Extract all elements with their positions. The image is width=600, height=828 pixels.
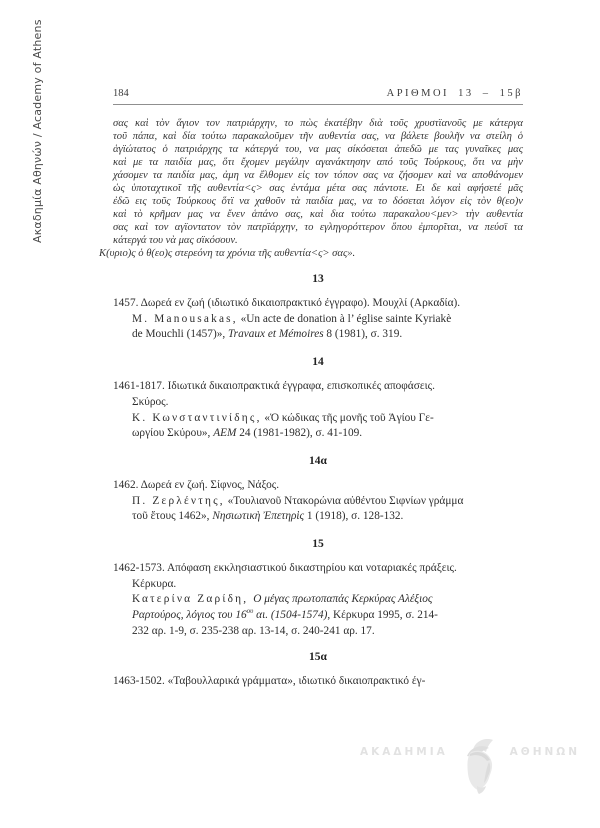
entry-line [113, 327, 523, 343]
header-rule [113, 104, 523, 105]
entry-line [113, 411, 523, 427]
entry-line [113, 395, 523, 411]
entry-line [113, 509, 523, 525]
entry-text: 1457. Δωρεά εν ζωή (ιδιωτικό δικαιοπρακτικό έγγραφο). Μουχλί (Αρκαδία). [113, 297, 461, 309]
book-title: Ραρτούρος, λόγιος του 16 [132, 609, 247, 622]
manuscript-line: χάσομεν τα παιδία μας, ἀμη να ἔλθομεν εἰς τον τόπον σας να ζήσομεν καὶ να αποθάνομεν [113, 170, 523, 181]
entry-text: Κέρκυρα. [132, 577, 177, 590]
page-number: 184 [113, 88, 129, 99]
manuscript-line: ὡς ὑποταχτικοῖ τῆς αυθεντία<ς> σας ἐντάμα μέτα σας πάντοτε. Ει δε καὶ αφήσετέ μᾶς [113, 183, 523, 194]
manuscript-line: Κ(υριο)ς ὁ θ(εο)ς στερεόνη τα χρόνια τῆς αυθεντία<ς> σας». [99, 248, 356, 259]
section-heading-14: 14 [312, 356, 324, 369]
manuscript-line: τοῦ πάπα, καὶ δία τούτω παρακαλοῦμεν τῆν αυθεντία σας, να βάλετε βουλῆν να στείλη ὁ [113, 131, 523, 142]
athena-head-icon [453, 736, 505, 794]
author-name: Μ. Manousakas, [132, 312, 238, 325]
section-heading-14a: 14α [309, 454, 327, 467]
entry-1462 [113, 478, 523, 525]
entry-text: 8 (1981), σ. 319. [323, 328, 403, 341]
entry-line [113, 608, 523, 624]
author-name: Κ. Κωνσταντινίδης, [132, 411, 262, 424]
journal-title: Νησιωτικὴ Ἐπετηρὶς [212, 510, 305, 523]
entry-line [113, 379, 523, 395]
book-title: αι. (1504-1574) [253, 609, 328, 622]
entry-line [113, 296, 523, 312]
entry-line [113, 561, 523, 577]
section-heading-13: 13 [312, 273, 324, 285]
entry-text: 1462-1573. Απόφαση εκκλησιαστικού δικαστηρίου και νοταριακές πράξεις. [113, 562, 457, 575]
entry-text: ωργίου Σκύρου», [132, 427, 214, 440]
entry-text: «Τουλιανοῦ Ντακορώνια αὐθέντου Σιφνίων γράμμα [224, 494, 464, 507]
entry-text: de Mouchli (1457)», [132, 328, 229, 341]
entry-line [113, 592, 523, 608]
entry-1462-1573 [113, 561, 523, 640]
journal-title: Travaux et Mémoires [228, 328, 324, 341]
seal-left-text: ΑΚΑΔΗΜΙΑ [360, 746, 448, 758]
manuscript-line: κάτεργά του νὰ μας σϊκόσουν. [113, 235, 238, 246]
entry-text: 232 αρ. 1-9, σ. 235-238 αρ. 13-14, σ. 240-241 αρ. 17. [132, 624, 375, 637]
entry-text: 1462. Δωρεά εν ζωή. Σίφνος, Νάξος. [113, 478, 280, 491]
section-heading-15: 15 [312, 538, 324, 551]
section-heading-15a: 15α [309, 650, 327, 663]
author-name: Π. Ζερλέντης, [132, 494, 225, 507]
entry-text: Σκύρος. [132, 395, 169, 408]
manuscript-line: σας καὶ τὸν ἅγιον τον πατριάρχην, το πὼς ἑκατέβην διὰ τοῦς χρυστϊανοῦς με κάτεργα [113, 118, 523, 129]
running-title: ΑΡΙΘΜΟΙ 13 – 15β [386, 88, 523, 99]
seal-right-text: ΑΘΗΝΩΝ [509, 746, 580, 758]
entry-1457 [113, 296, 523, 343]
manuscript-paragraph [99, 117, 523, 260]
entry-line [113, 312, 523, 328]
manuscript-line: καὶ με τα παιδία μας, ὅτι ἔχομεν μεγάλην αγανάκτησην από τοῦς Τούρκους, ὅτι να μὴν [113, 157, 523, 168]
book-title: Ο μέγας πρωτοπαπάς Κερκύρας Αλέξιος [253, 593, 433, 606]
entry-line [113, 624, 523, 640]
entry-text: «Ὁ κώδικας τῆς μονῆς τοῦ Ἁγίου Γε- [261, 411, 434, 424]
entry-1461-1817 [113, 379, 523, 442]
entry-text: , Κέρκυρα 1995, σ. 214- [327, 609, 438, 622]
entry-text: 1 (1918), σ. 128-132. [304, 510, 404, 523]
sidebar-watermark: Ακαδημία Αθηνών / Academy of Athens [31, 19, 44, 243]
manuscript-line: ἐδῶ εις τοῦς Τούρκους ὅτϊ να χαθοῦν τὰ παιδία μας, να το δόσεται λόγον εἰς τὸν θ(εο)ν [113, 196, 523, 207]
entry-line [113, 674, 523, 690]
entry-line [113, 478, 523, 494]
entry-1463-1502 [113, 674, 523, 690]
manuscript-line: καὶ τὸ κρῆμαν μας να ἔνεν ἁπάνο σας, καὶ δια τούτω παρακαλου<μεν> τὴν αυθεντία [113, 209, 523, 220]
entry-line [113, 577, 523, 593]
page-body [99, 117, 523, 689]
entry-line [113, 494, 523, 510]
manuscript-line: σας καὶ τον αγϊοντατον τὸν πατρϊάρχην, το εγληγορόττερον ὅπου ἐμπορῖται, να πεύσϊ τα [113, 222, 523, 233]
academy-seal [360, 736, 580, 796]
running-head [113, 88, 523, 99]
manuscript-line: ἁγϊώτατος ὁ πατριάρχης τα κάτεργά του, να μας σίκόσεται ἀπεδῶ με τας γυναῖκες μας [113, 144, 523, 155]
entry-text: 1461-1817. Ιδιωτικά δικαιοπρακτικά έγγραφα, επισκοπικές αποφάσεις. [113, 380, 435, 393]
entry-text: τοῦ ἔτους 1462», [132, 510, 213, 523]
superscript: ου [246, 607, 254, 616]
entry-line [113, 426, 523, 442]
author-name: Κατερίνα Ζαρίδη, [132, 593, 254, 606]
entry-text: 1463-1502. «Ταβουλλαρικά γράμματα», ιδιωτικό δικαιοπρακτικό έγ- [113, 674, 426, 687]
entry-text: 24 (1981-1982), σ. 41-109. [236, 427, 363, 440]
journal-title: ΑΕΜ [213, 427, 237, 440]
entry-text: «Un acte de donation à l’ église sainte Kyriakè [237, 312, 452, 325]
